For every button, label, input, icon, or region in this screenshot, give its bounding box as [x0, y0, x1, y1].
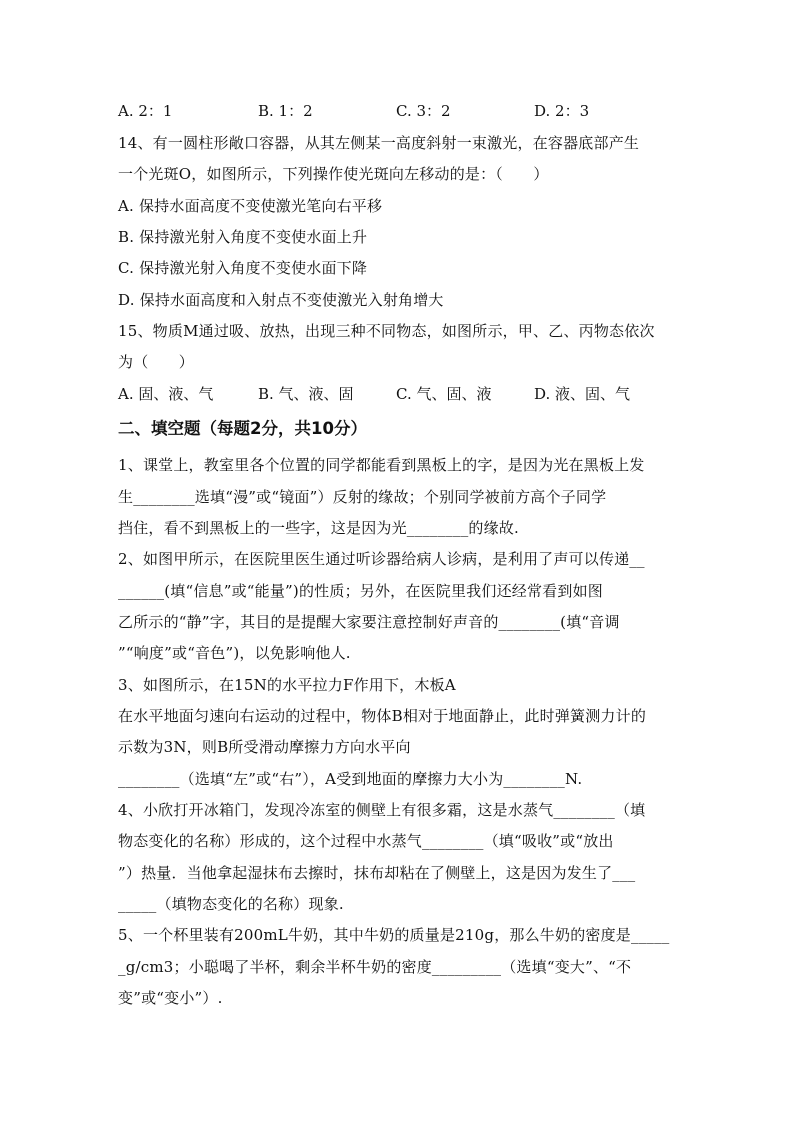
fill-q5-line-2: _g/cm3；小聪喝了半杯，剩余半杯牛奶的密度_________（选填“变大”、“不 [118, 958, 632, 976]
q15-option-b: B. 气、液、固 [258, 385, 354, 403]
fill-q1-line-1: 1、课堂上，教室里各个位置的同学都能看到黑板上的字，是因为光在黑板上发 [118, 456, 645, 474]
q15-option-a: A. 固、液、气 [118, 385, 214, 403]
fill-q3-line-4: ________（选填“左”或“右”），A受到地面的摩擦力大小为________N. [118, 770, 583, 788]
fill-q2-line-3: 乙所示的“静”字，其目的是提醒大家要注意控制好声音的________(填“音调 [118, 613, 620, 631]
q14-stem-line-2: 一个光斑O，如图所示，下列操作使光斑向左移动的是：（ ） [118, 165, 549, 183]
q15-stem-line-2: 为（ ） [118, 353, 195, 371]
fill-q3-line-3: 示数为3N，则B所受滑动摩擦力方向水平向 [118, 738, 411, 756]
q13-option-d: D. 2：3 [534, 102, 590, 120]
fill-q2-line-1: 2、如图甲所示，在医院里医生通过听诊器给病人诊病，是利用了声可以传递__ [118, 550, 645, 568]
q13-option-c: C. 3：2 [396, 102, 451, 120]
fill-q1-line-2: 生________选填“漫”或“镜面”）反射的缘故；个别同学被前方高个子同学 [118, 488, 607, 506]
fill-q3-line-2: 在水平地面匀速向右运动的过程中，物体B相对于地面静止，此时弹簧测力计的 [118, 707, 647, 725]
q15-stem-line-1: 15、物质M通过吸、放热，出现三种不同物态，如图所示，甲、乙、丙物态依次 [118, 322, 655, 340]
section-2-title: 二、填空题（每题2分，共10分） [118, 419, 367, 438]
q15-option-c: C. 气、固、液 [396, 385, 492, 403]
fill-q3-line-1: 3、如图所示，在15N的水平拉力F作用下，木板A [118, 676, 456, 694]
fill-q4-line-4: _____（填物态变化的名称）现象. [118, 895, 344, 913]
q13-option-a: A. 2：1 [118, 102, 173, 120]
q13-option-b: B. 1：2 [258, 102, 313, 120]
fill-q1-line-3: 挡住，看不到黑板上的一些字，这是因为光________的缘故. [118, 519, 519, 537]
q14-option-c: C. 保持激光射入角度不变使水面下降 [118, 259, 368, 277]
q15-option-d: D. 液、固、气 [534, 385, 631, 403]
q14-option-b: B. 保持激光射入角度不变使水面上升 [118, 228, 368, 246]
fill-q2-line-2: ______(填“信息”或“能量”)的性质；另外，在医院里我们还经常看到如图 [118, 582, 603, 600]
fill-q4-line-1: 4、小欣打开冰箱门，发现冷冻室的侧壁上有很多霜，这是水蒸气________（填 [118, 801, 646, 819]
fill-q4-line-3: ”）热量．当他拿起湿抹布去擦时，抹布却粘在了侧壁上，这是因为发生了___ [118, 864, 636, 882]
q14-option-a: A. 保持水面高度不变使激光笔向右平移 [118, 197, 383, 215]
fill-q5-line-3: 变”或“变小”）. [118, 989, 223, 1007]
fill-q2-line-4: ”“响度”或“音色”)，以免影响他人. [118, 644, 351, 662]
fill-q4-line-2: 物态变化的名称）形成的，这个过程中水蒸气________（填“吸收”或“放出 [118, 832, 614, 850]
fill-q5-line-1: 5、一个杯里装有200mL牛奶，其中牛奶的质量是210g，那么牛奶的密度是_____ [118, 926, 670, 944]
q14-option-d: D. 保持水面高度和入射点不变使激光入射角增大 [118, 291, 444, 309]
q14-stem-line-1: 14、有一圆柱形敞口容器，从其左侧某一高度斜射一束激光，在容器底部产生 [118, 134, 640, 152]
